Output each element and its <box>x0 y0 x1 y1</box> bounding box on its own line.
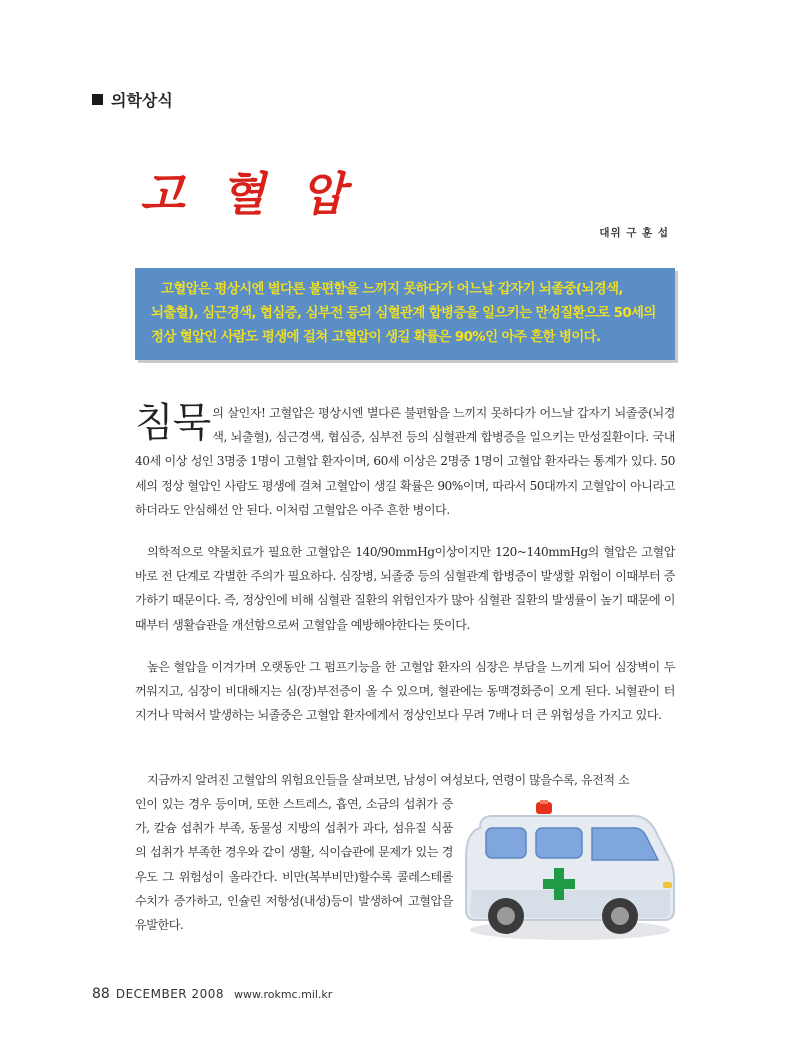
article-title: 고 혈 압 <box>140 167 356 221</box>
page-footer <box>92 986 332 1002</box>
ambulance-icon <box>458 798 680 948</box>
paragraph-1 <box>135 401 675 522</box>
section-header <box>92 88 173 111</box>
summary-box <box>135 268 675 360</box>
paragraph-1-text: 의 살인자! 고혈압은 평상시엔 별다른 불편함을 느끼지 못하다가 어느날 갑자기 뇌졸중(뇌경색, 뇌출혈), 심근경색, 협심증, 심부전 등의 심혈관계 합병증을 일으키는 만성질환이다. 국내 40세 이상 성인 3명중 1명이 고혈압 환자이며, 60세 이상은 2명중 1명이 고혈압 환자라는 통계가 있다. 50세의 정상 혈압인 사람도 평생에 걸쳐 고혈압이 생길 확률은 90%이며, 따라서 50대까지 고혈압이 아니라고 하더라도 안심해선 안 된다. 이처럼 고혈압은 아주 흔한 병이다. <box>135 406 675 517</box>
square-bullet-icon <box>92 94 103 105</box>
website-link[interactable]: www.rokmc.mil.kr <box>233 988 333 1001</box>
section-label: 의학상식 <box>111 91 173 110</box>
dropcap: 침묵 <box>135 400 211 446</box>
summary-text: 고혈압은 평상시엔 별다른 불편함을 느끼지 못하다가 어느날 갑자기 뇌졸중(뇌경색, 뇌출혈), 심근경색, 협심증, 심부전 등의 심혈관계 합병증을 일으키는 만성질환으로 50세의 정상 혈압인 사람도 평생에 걸쳐 고혈압이 생길 확률은 90%인 아주 흔한 병이다. <box>151 282 656 345</box>
author-byline: 대위 구 훈 섭 <box>599 227 669 239</box>
paragraph-2: 의학적으로 약물치료가 필요한 고혈압은 140/90mmHg이상이지만 120~140mmHg의 혈압은 고혈압 바로 전 단계로 각별한 주의가 필요하다. 심장병, 뇌졸중 등의 심혈관계 합병증이 발생할 위험이 이때부터 증가하기 때문이다. 즉, 정상인에 비해 심혈관 질환의 위험인자가 많아 심혈관 질환의 발생률이 높기 때문에 이때부터 생활습관을 개선함으로써 고혈압을 예방해야한다는 뜻이다. <box>135 545 675 632</box>
ambulance-illustration <box>458 798 680 948</box>
issue-label: DECEMBER 2008 <box>115 987 224 1001</box>
paragraph-4-first-line: 지금까지 알려진 고혈압의 위험요인들을 살펴보면, 남성이 여성보다, 연령이 많을수록, 유전적 소 <box>147 773 630 787</box>
paragraph-4-text: 인이 있는 경우 등이며, 또한 스트레스, 흡연, 소금의 섭취가 증가, 칼슘 섭취가 부족, 동물성 지방의 섭취가 과다, 섬유질 식품의 섭취가 부족한 경우와 같이 생활, 식이습관에 문제가 있는 경우도 그 위험성이 올라간다. 비만(복부비만)할수록 콜레스테롤 수치가 증가하고, 인슐린 저항성(내성)등이 발생하여 고혈압을 유발한다. <box>135 797 453 933</box>
page-number: 88 <box>92 986 110 1002</box>
paragraph-3: 높은 혈압을 이겨가며 오랫동안 그 펌프기능을 한 고혈압 환자의 심장은 부담을 느끼게 되어 심장벽이 두꺼워지고, 심장이 비대해지는 심(장)부전증이 올 수 있으며, 혈관에는 동맥경화증이 오게 된다. 뇌혈관이 터지거나 막혀서 발생하는 뇌졸중은 고혈압 환자에게서 정상인보다 무려 7배나 더 큰 위험성을 가지고 있다. <box>135 660 675 723</box>
